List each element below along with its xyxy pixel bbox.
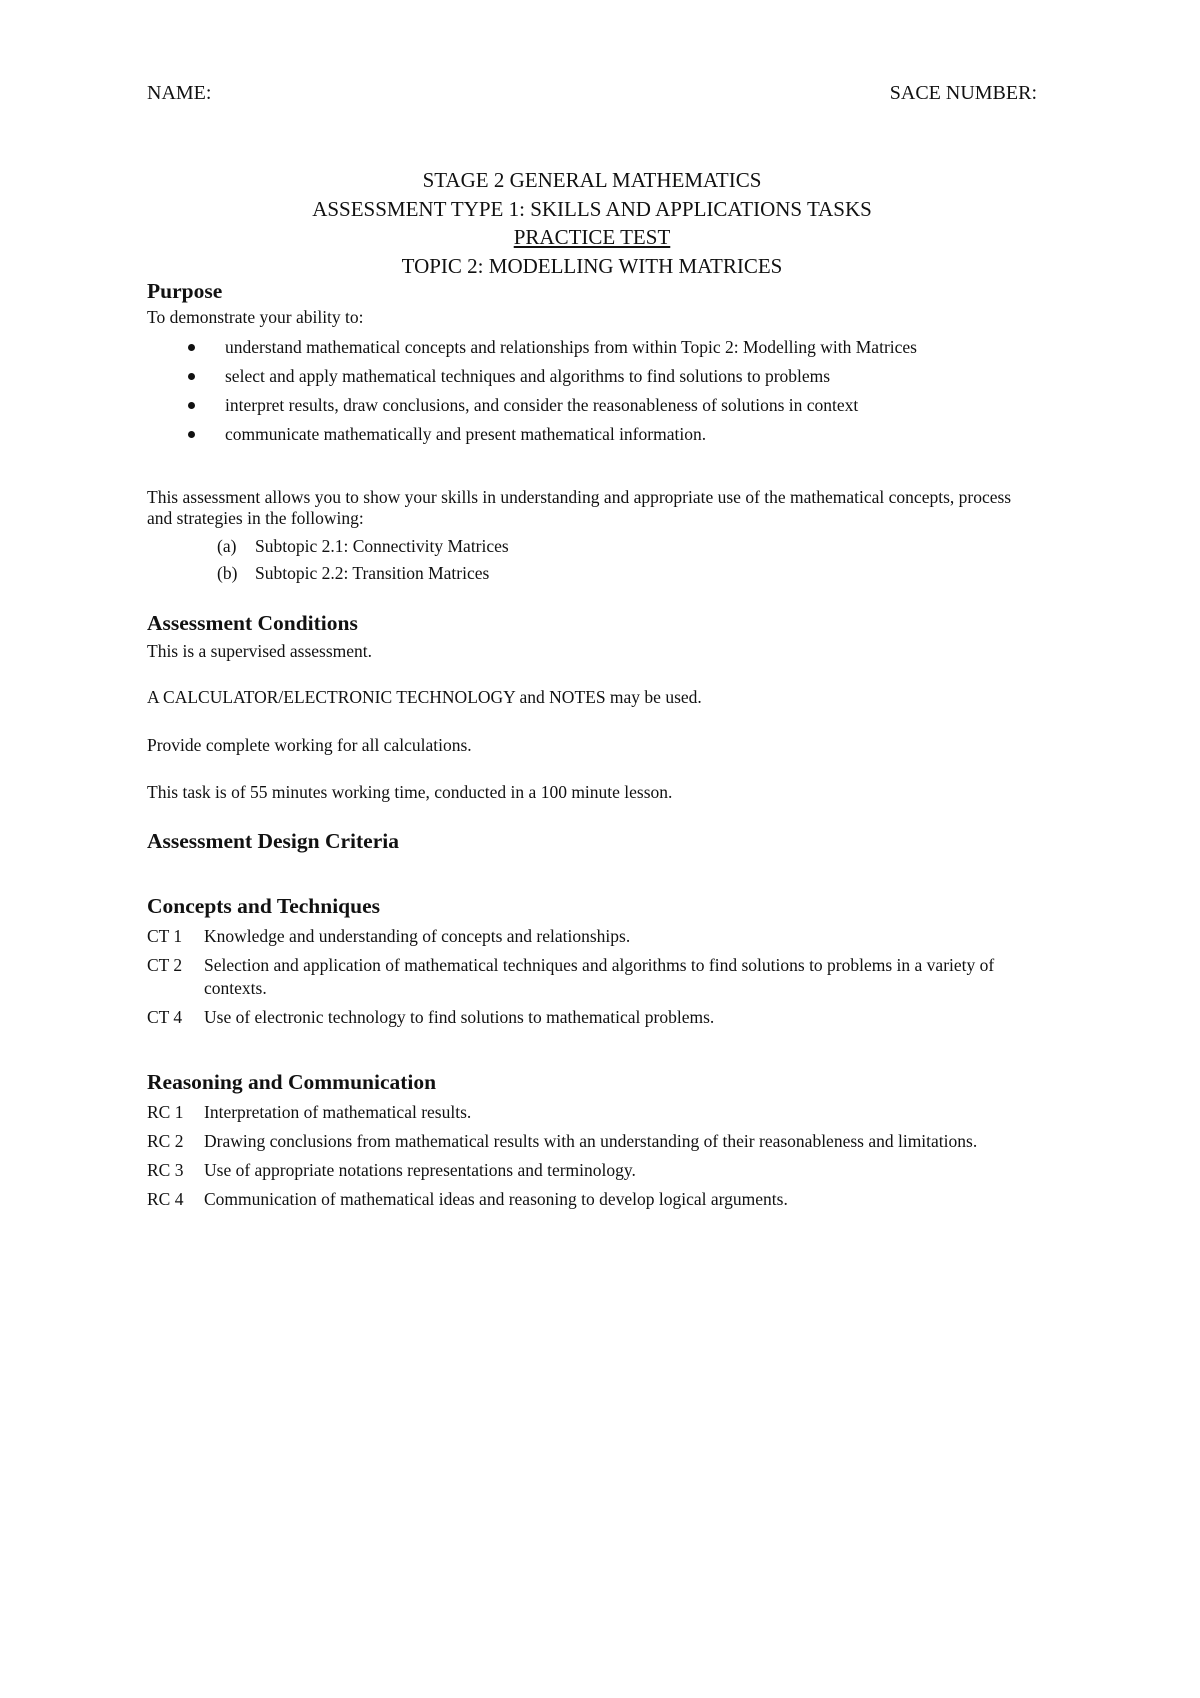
bullet-icon (188, 344, 195, 351)
name-label: NAME: (147, 82, 212, 104)
bullet-icon (188, 431, 195, 438)
title-line-1: STAGE 2 GENERAL MATHEMATICS (422, 168, 762, 192)
criterion-code: CT 2 (147, 955, 183, 975)
subtopic-marker: (b) (217, 563, 238, 583)
conditions-line-1: This is a supervised assessment. (147, 641, 373, 661)
conditions-heading: Assessment Conditions (147, 611, 358, 635)
title-line-4: TOPIC 2: MODELLING WITH MATRICES (401, 253, 783, 278)
reasoning-heading: Reasoning and Communication (147, 1070, 437, 1094)
concepts-list (147, 925, 1037, 1035)
criterion-text: Knowledge and understanding of concepts and relationships. (204, 926, 631, 946)
subtopic-text: Subtopic 2.1: Connectivity Matrices (255, 536, 509, 556)
purpose-paragraph: This assessment allows you to show your skills in understanding and appropriate use of the mathematical concepts, process and strategies in the following: (147, 487, 1012, 528)
reasoning-list (147, 1101, 1037, 1217)
header-row (147, 82, 1037, 105)
list-item (217, 560, 509, 587)
list-item: select and apply mathematical techniques and algorithms to find solutions to problems (147, 362, 1037, 391)
list-item (147, 954, 1037, 1000)
criterion-text: Use of appropriate notations representations and terminology. (204, 1160, 636, 1180)
purpose-heading: Purpose (147, 279, 223, 303)
conditions-line-3: Provide complete working for all calculations. (147, 735, 472, 755)
document-page (147, 0, 1037, 1698)
criterion-text: Interpretation of mathematical results. (204, 1102, 472, 1122)
criterion-text: Use of electronic technology to find solutions to mathematical problems. (204, 1007, 715, 1027)
list-item (217, 533, 509, 560)
title-line-3 (147, 223, 1037, 252)
conditions-line-4: This task is of 55 minutes working time, conducted in a 100 minute lesson. (147, 782, 673, 802)
subtopic-marker: (a) (217, 536, 237, 556)
list-item: interpret results, draw conclusions, and consider the reasonableness of solutions in context (147, 391, 1037, 420)
criterion-code: RC 2 (147, 1131, 184, 1151)
design-criteria-heading: Assessment Design Criteria (147, 829, 399, 853)
criterion-text: Communication of mathematical ideas and reasoning to develop logical arguments. (204, 1189, 788, 1209)
criterion-code: CT 4 (147, 1007, 183, 1027)
purpose-bullet-list (147, 333, 1037, 449)
list-item (147, 1159, 1037, 1182)
list-item (147, 1130, 1037, 1153)
sace-number-label: SACE NUMBER: (889, 82, 1037, 104)
title-line-2: ASSESSMENT TYPE 1: SKILLS AND APPLICATIONS TASKS (312, 196, 872, 221)
subtopic-text: Subtopic 2.2: Transition Matrices (255, 563, 490, 583)
title-block (147, 166, 1037, 280)
list-item (147, 1006, 1037, 1029)
criterion-code: RC 3 (147, 1160, 184, 1180)
list-item (147, 1101, 1037, 1124)
criterion-code: RC 4 (147, 1189, 184, 1209)
list-item (147, 925, 1037, 948)
criterion-text: Selection and application of mathematical techniques and algorithms to find solutions to problems in a variety of contexts. (204, 955, 995, 998)
criterion-text: Drawing conclusions from mathematical results with an understanding of their reasonableness and limitations. (204, 1131, 978, 1151)
subtopic-list (217, 533, 509, 587)
purpose-intro: To demonstrate your ability to: (147, 307, 364, 327)
list-item: understand mathematical concepts and relationships from within Topic 2: Modelling with Matrices (147, 333, 1037, 362)
concepts-heading: Concepts and Techniques (147, 894, 380, 918)
bullet-icon (188, 402, 195, 409)
criterion-code: RC 1 (147, 1102, 184, 1122)
list-item (147, 1188, 1037, 1211)
criterion-code: CT 1 (147, 926, 183, 946)
conditions-line-2: A CALCULATOR/ELECTRONIC TECHNOLOGY and NOTES may be used. (147, 687, 702, 707)
bullet-icon (188, 373, 195, 380)
list-item: communicate mathematically and present mathematical information. (147, 420, 1037, 449)
practice-test-label: PRACTICE TEST (513, 225, 671, 249)
